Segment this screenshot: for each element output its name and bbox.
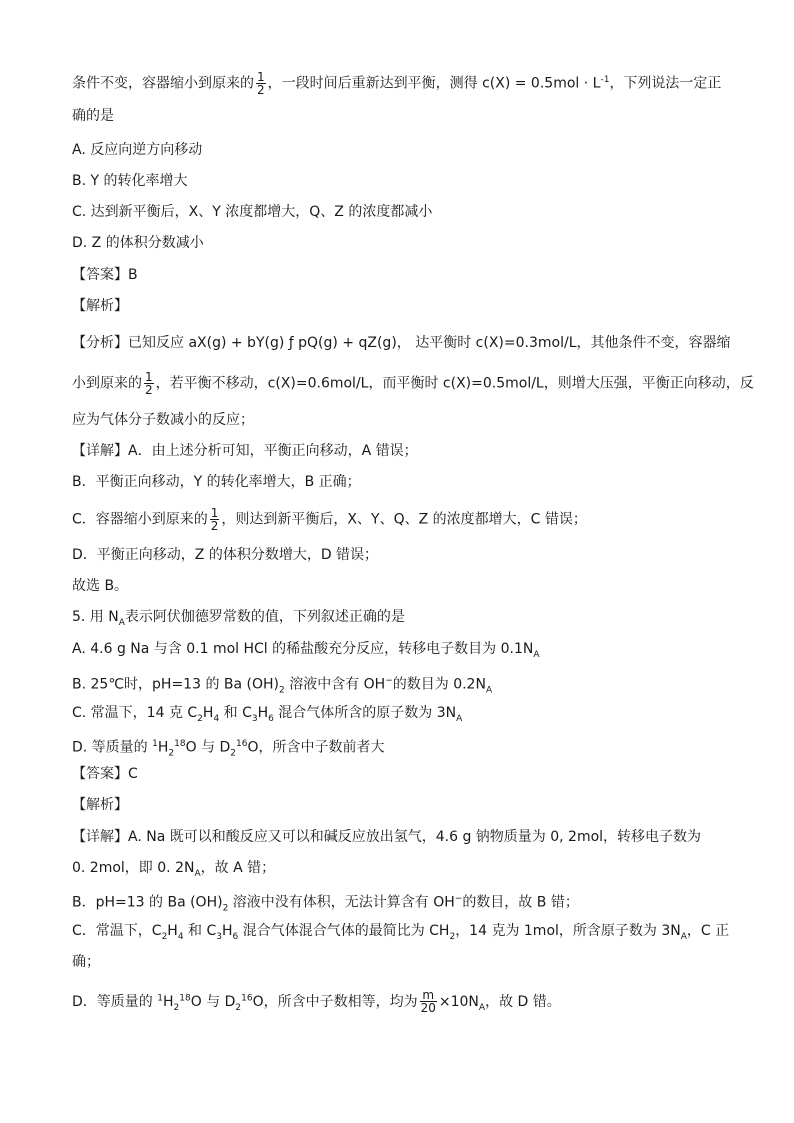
q5-detail-a-line1: 【详解】A. Na 既可以和酸反应又可以和碱反应放出氢气，4.6 g 钠物质量为 0, 2mol，转移电子数为 [72,829,702,845]
fraction-one-half: $\frac{1}{2}$ [210,506,219,533]
fraction-m-over-20: $\frac{m}{20}$ [420,988,436,1016]
q4-fenxi-line3: 应为气体分子数减小的反应； [72,412,254,428]
q4-detail-c: C．容器缩小到原来的 $\frac{1}{2}$ ，则达到新平衡后，X、Y、Q、Z 的浓度都增大，C 错误； [72,506,587,533]
q5-answer: 【答案】C [72,766,138,782]
q5-detail-c-line2: 确； [72,954,100,970]
q5-detail-b: B．pH=13 的 Ba $(OH)_2$ 溶液中没有体积，无法计算含有 OH−的数目，故 B 错； [72,894,579,914]
q5-option-d: D. 等质量的 $^1H_2^{18}O$ 与 $D_2^{16}O$，所含中子数前者大 [72,739,385,759]
q5-analysis-heading: 【解析】 [72,797,128,813]
q4-option-a: A. 反应向逆方向移动 [72,142,203,158]
q5-option-c: C. 常温下，14 克 $C_2H_4$ 和 $C_3H_6$ 混合气体所含的原子数为 $3N_A$ [72,705,463,724]
q5-detail-c-line1: C．常温下，$C_2H_4$ 和 $C_3H_6$ 混合气体混合气体的最简比为 $CH_2$，14 克为 1mol，所含原子数为 $3N_A$，C 正 [72,923,730,942]
q4-detail-d: D．平衡正向移动，Z 的体积分数增大，D 错误； [72,547,379,563]
q4-stem-line2: 确的是 [72,108,114,124]
fraction-one-half: $\frac{1}{2}$ [257,70,265,98]
q4-detail-a: 【详解】A．由上述分析可知，平衡正向移动，A 错误； [72,443,418,459]
q4-option-b: B. Y 的转化率增大 [72,173,188,189]
q4-analysis-heading: 【解析】 [72,298,128,314]
q5-detail-a-line2: 0. 2mol，即 0. $2N_A$，故 A 错； [72,860,276,879]
q4-answer: 【答案】B [72,267,138,283]
q4-choose: 故选 B。 [72,578,129,594]
q4-fenxi-line1: 【分析】已知反应 aX(g) + bY(g) ƒ pQ(g) + qZ(g)， 达平衡时 c(X)=0.3mol/L，其他条件不变，容器缩 [72,335,731,351]
q4-fenxi-line2: 小到原来的 $\frac{1}{2}$ ，若平衡不移动，c(X)=0.6mol/L，而平衡时 c(X)=0.5mol/L，则增大压强，平衡正向移动，反 [72,370,754,397]
q4-option-d: D. Z 的体积分数减小 [72,235,204,251]
fraction-one-half: $\frac{1}{2}$ [145,370,153,397]
q4-option-c: C. 达到新平衡后，X、Y 浓度都增大，Q、Z 的浓度都减小 [72,204,433,220]
q5-option-b: B. 25℃时，pH=13 的 Ba $(OH)_2$ 溶液中含有 OH−的数目为 $0.2N_A$ [72,676,493,696]
q4-stem-line1: 条件不变，容器缩小到原来的 $\frac{1}{2}$ ，一段时间后重新达到平衡，测得 $c(X) = 0.5mol \cdot L^{-1}$，下列说法一定正 [72,70,722,98]
q5-option-a: A. 4.6 g Na 与含 0.1 mol HCl 的稀盐酸充分反应，转移电子数目为 $0.1N_A$ [72,641,540,660]
q5-detail-d: D．等质量的 $^1H_2^{18}O$ 与 $D_2^{16}O$，所含中子数相等，均为 $\frac{m}{20}$ $\times 10N_A$，故 D 错。 [72,988,561,1016]
q5-stem: 5. 用 $N_A$表示阿伏伽德罗常数的值，下列叙述正确的是 [72,609,405,628]
q4-detail-b: B．平衡正向移动，Y 的转化率增大，B 正确； [72,474,361,490]
